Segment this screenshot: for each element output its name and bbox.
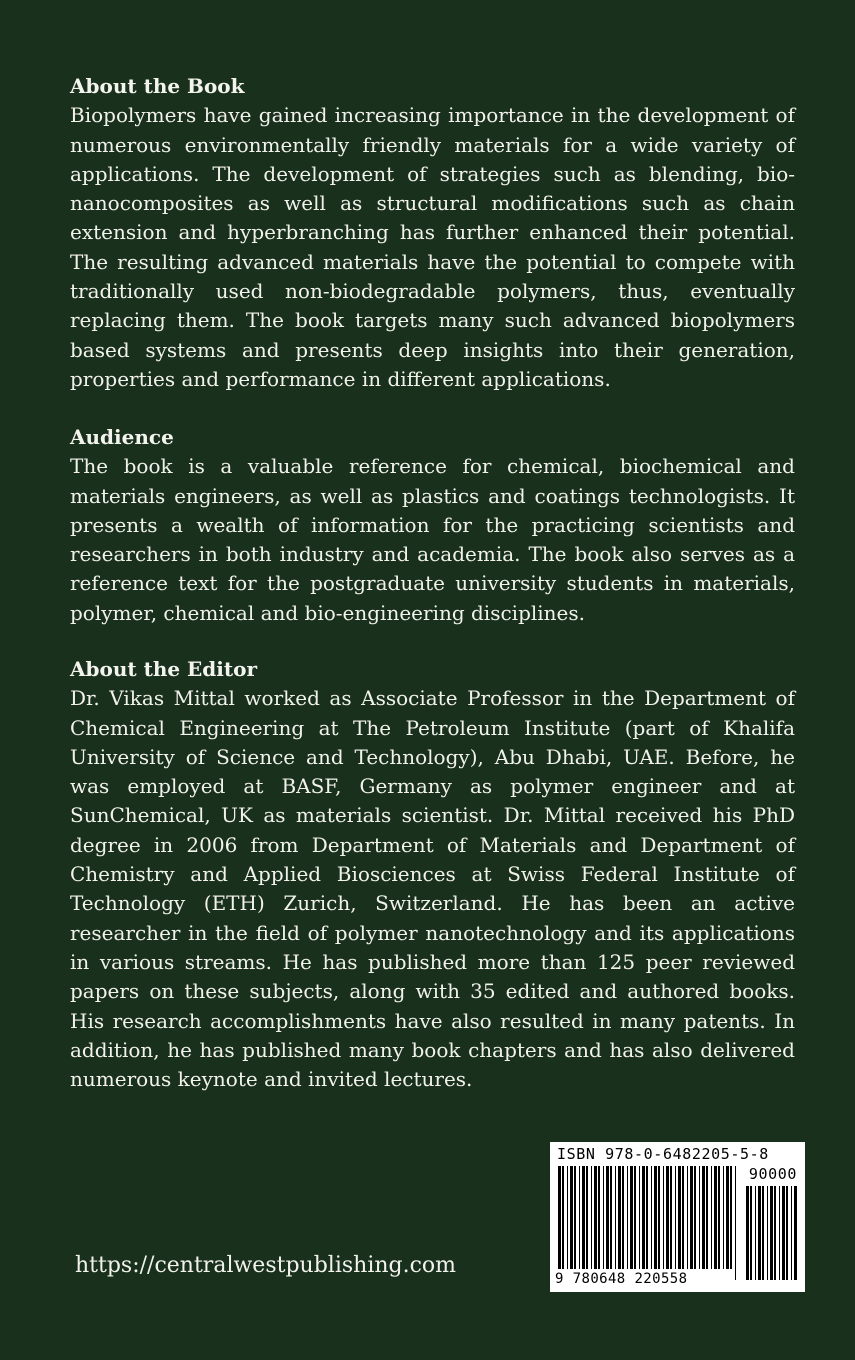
barcode-bar (630, 1166, 633, 1280)
barcode-bar (694, 1166, 696, 1280)
barcode-bar (663, 1166, 664, 1280)
barcode-bar (666, 1166, 669, 1280)
barcode-bar (615, 1166, 616, 1280)
barcode-bar (651, 1166, 652, 1280)
barcode-bar (598, 1166, 600, 1280)
audience-section (70, 423, 795, 628)
barcode-bar (699, 1166, 700, 1280)
ean-digits: 9 780648 220558 (555, 1269, 735, 1289)
barcode-bar (582, 1166, 585, 1280)
barcode-bar (750, 1186, 752, 1280)
barcode-bar (606, 1166, 609, 1280)
barcode-bar (786, 1186, 788, 1280)
about-editor-heading: About the Editor (70, 657, 257, 681)
price-code: 90000 (748, 1165, 797, 1183)
barcode-bar (767, 1186, 768, 1280)
barcode-bar (618, 1166, 621, 1280)
barcode-bar (634, 1166, 636, 1280)
barcode-bar (758, 1186, 761, 1280)
barcode-bar (755, 1186, 756, 1280)
barcode-bar (794, 1186, 797, 1280)
about-editor-section (70, 655, 795, 1094)
barcode-bar (622, 1166, 624, 1280)
barcode-bar (746, 1186, 749, 1280)
barcode-bar (690, 1166, 693, 1280)
barcode-bar (654, 1166, 657, 1280)
barcode-bar (774, 1186, 776, 1280)
barcode-bar (567, 1166, 568, 1280)
barcode-bar (658, 1166, 660, 1280)
barcode-bar (570, 1166, 573, 1280)
barcode-bar (702, 1166, 705, 1280)
barcode-bar (762, 1186, 764, 1280)
barcode-bar (558, 1166, 561, 1280)
barcode-bar (678, 1166, 681, 1280)
audience-text: The book is a valuable reference for chemical, biochemical and materials engineers, as well as plastics and coatings technologists. It presents a wealth of information for the practicing scientists and researchers in both industry and academia. The book also serves as a reference text for the postgraduate university students in materials, polymer, chemical and bio-engineering disciplines. (70, 454, 795, 625)
barcode-bar (675, 1166, 676, 1280)
barcode-bar (730, 1166, 732, 1280)
about-book-section (70, 72, 795, 394)
barcode-bar (591, 1166, 592, 1280)
barcode-bar (782, 1186, 785, 1280)
barcode-bar (579, 1166, 580, 1280)
barcode-bar (779, 1186, 780, 1280)
barcode-bar (603, 1166, 604, 1280)
barcode-bar (586, 1166, 588, 1280)
barcode-bar (682, 1166, 684, 1280)
barcode-bar (718, 1166, 720, 1280)
barcode-bar (639, 1166, 640, 1280)
about-editor-text: Dr. Vikas Mittal worked as Associate Professor in the Department of Chemical Engineering at The Petroleum Institute (part of Khalifa University of Science and Technology), Abu Dhabi, UAE. Before, he was employed at BASF, Germany as polymer engineer and at SunChemical, UK as materials scientist. Dr. Mittal received his PhD degree in 2006 from Department of Materials and Department of Chemistry and Applied Biosciences at Swiss Federal Institute of Technology (ETH) Zurich, Switzerland. He has been an active researcher in the field of polymer nanotechnology and its applications in various streams. He has published more than 125 peer reviewed papers on these subjects, along with 35 edited and authored books. His research accomplishments have also resulted in many patents. In addition, he has published many book chapters and has also delivered numerous keynote and invited lectures. (70, 686, 795, 1092)
barcode-bar (646, 1166, 648, 1280)
about-book-text: Biopolymers have gained increasing importance in the development of numerous environmentally friendly materials for a wide variety of applications. The development of strategies such as blending, bio-nanocomposites as well as structural modifications such as chain extension and hyperbranching has further enhanced their potential. The resulting advanced materials have the potential to compete with traditionally used non-biodegradable polymers, thus, eventually replacing them. The book targets many such advanced biopolymers based systems and presents deep insights into their generation, properties and performance in different applications. (70, 103, 795, 391)
barcode-bar (642, 1166, 645, 1280)
barcode-bar (562, 1166, 564, 1280)
barcode-bar (670, 1166, 672, 1280)
publisher-url[interactable]: https://centralwestpublishing.com (75, 1253, 457, 1278)
barcode-bar (687, 1166, 688, 1280)
barcode-bar (574, 1166, 576, 1280)
barcode-bar (706, 1166, 708, 1280)
barcode-bar (726, 1166, 729, 1280)
audience-heading: Audience (70, 425, 174, 449)
barcode-bar (594, 1166, 597, 1280)
barcode-bar (735, 1166, 736, 1280)
barcode-bar (714, 1166, 717, 1280)
barcode-bar (791, 1186, 792, 1280)
barcode-bar (723, 1166, 724, 1280)
barcode-bar (627, 1166, 628, 1280)
barcode-bar (711, 1166, 712, 1280)
isbn-label: ISBN 978-0-6482205-5-8 (557, 1145, 769, 1163)
about-book-heading: About the Book (70, 74, 245, 98)
barcode-bar (770, 1186, 773, 1280)
barcode-bar (610, 1166, 612, 1280)
isbn-barcode (550, 1142, 805, 1292)
